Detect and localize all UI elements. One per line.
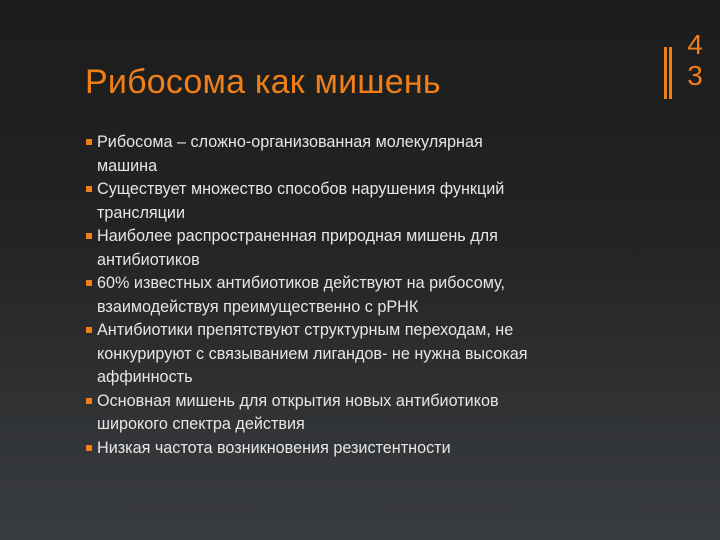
slide-title: Рибосома как мишень: [85, 63, 441, 101]
bullet-line: взаимодействуя преимущественно с рРНК: [97, 297, 419, 316]
bullet-square-icon: [86, 139, 92, 145]
bullet-list: [86, 131, 646, 460]
bullet-item: [86, 225, 646, 272]
slide-number: [680, 29, 710, 91]
bullet-item: [86, 131, 646, 178]
bullet-line: Низкая частота возникновения резистентности: [97, 438, 451, 457]
slide-number-line-1: 4: [687, 29, 703, 60]
bullet-item: [86, 272, 646, 319]
bullet-line: аффинность: [97, 368, 193, 386]
bullet-line: трансляции: [97, 203, 186, 222]
bullet-line: машина: [97, 156, 158, 175]
bullet-line: антибиотиков: [97, 250, 200, 269]
bullet-square-icon: [86, 445, 92, 451]
bullet-square-icon: [86, 186, 92, 192]
accent-bar: [664, 47, 672, 99]
bullet-square-icon: [86, 398, 92, 404]
bullet-line: Антибиотики препятствуют структурным переходам, не: [97, 321, 514, 339]
bullet-line: Основная мишень для открытия новых антибиотиков: [97, 391, 499, 410]
bullet-line: Наиболее распространенная природная мишень для: [97, 227, 498, 245]
bullet-item: [86, 319, 646, 390]
bullet-square-icon: [86, 327, 92, 333]
bullet-line: широкого спектра действия: [97, 415, 305, 433]
bullet-square-icon: [86, 280, 92, 286]
bullet-item: [86, 437, 646, 461]
bullet-line: конкурируют с связыванием лигандов- не нужна высокая: [97, 344, 528, 363]
bullet-item: [86, 390, 646, 437]
bullet-line: 60% известных антибиотиков действуют на рибосому,: [97, 274, 505, 292]
slide-number-line-2: 3: [687, 60, 703, 91]
bullet-line: Существует множество способов нарушения функций: [97, 180, 505, 198]
bullet-item: [86, 178, 646, 225]
bullet-square-icon: [86, 233, 92, 239]
bullet-line: Рибосома – сложно-организованная молекулярная: [97, 133, 483, 151]
